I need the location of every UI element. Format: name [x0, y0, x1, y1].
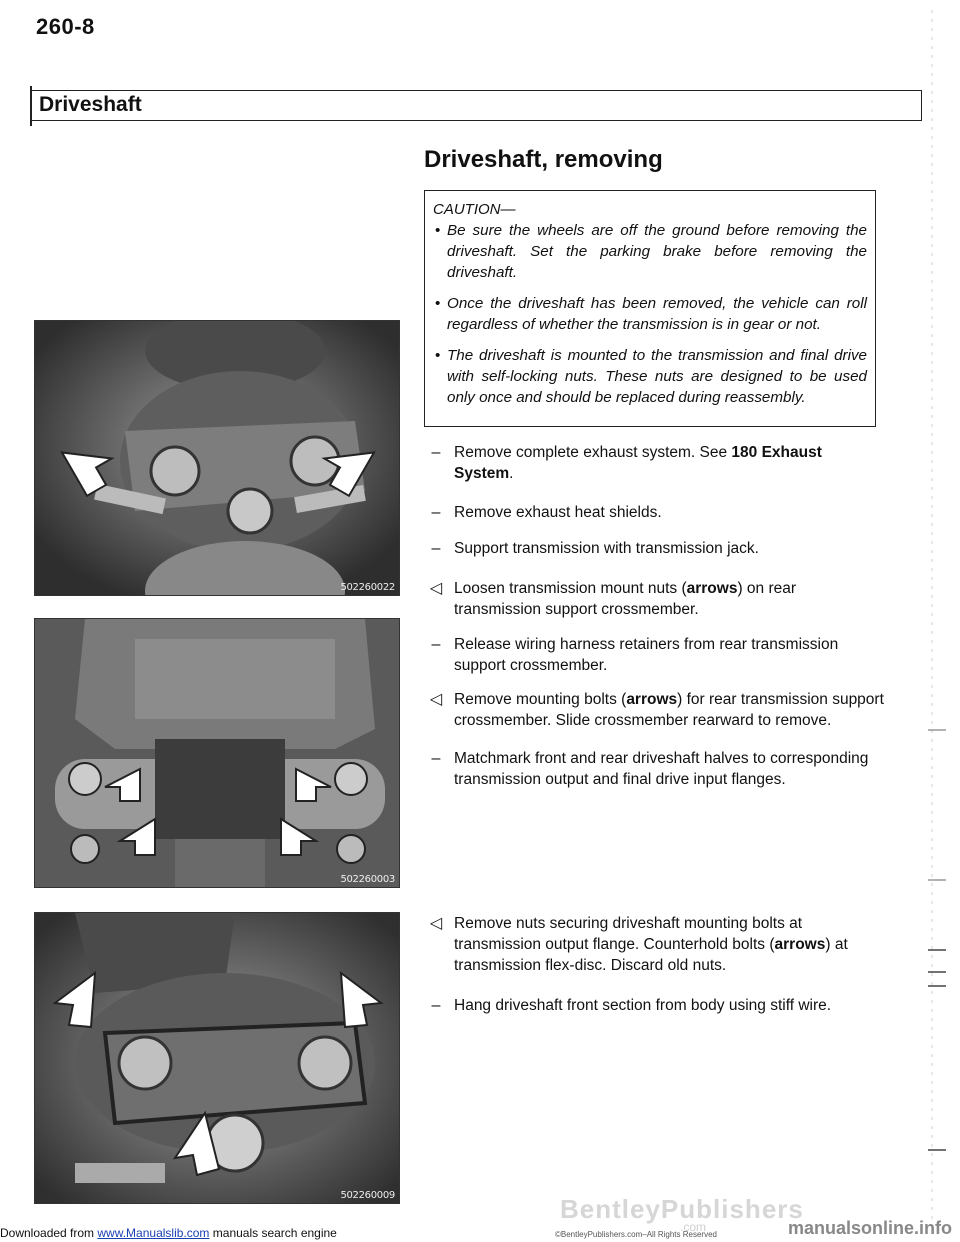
step-remove-heat-shields	[424, 502, 884, 523]
download-footer	[0, 1226, 337, 1240]
step-marker: –	[431, 444, 441, 461]
step-text: Support transmission with transmission jack.	[454, 540, 759, 557]
step-text: Remove exhaust heat shields.	[454, 504, 662, 521]
step-text-after: ) on rear transmission support crossmember.	[454, 580, 797, 618]
step-remove-flange-nuts	[424, 913, 884, 976]
footer-site-mark: manualsonline.info	[787, 1218, 952, 1238]
step-text-after: .	[509, 465, 514, 482]
footer-suffix: manuals search engine	[209, 1226, 337, 1240]
step-emphasis: arrows	[686, 580, 738, 597]
step-text: Matchmark front and rear driveshaft halves to corresponding transmission output and final drive input flanges.	[454, 750, 869, 788]
step-text-after: ) at transmission flex-disc. Discard old nuts.	[454, 936, 848, 974]
step-release-harness	[424, 634, 884, 676]
step-marker: –	[431, 636, 441, 653]
step-text: Remove complete exhaust system. See	[454, 444, 732, 461]
caution-box	[424, 190, 876, 427]
section-bar	[30, 90, 922, 121]
manualslib-link[interactable]: www.Manualslib.com	[97, 1226, 210, 1240]
step-text: Hang driveshaft front section from body using stiff wire.	[454, 997, 832, 1014]
step-remove-exhaust	[424, 442, 884, 484]
caution-item: • Be sure the wheels are off the ground before removing the driveshaft. Set the parking brake before removing the driveshaft.	[433, 220, 867, 283]
photo-flex-disc	[34, 912, 400, 1204]
step-text: Remove mounting bolts (	[454, 691, 627, 708]
step-text: Remove nuts securing driveshaft mounting bolts at transmission output flange. Counterhold bolts (	[454, 915, 803, 953]
caution-item: • Once the driveshaft has been removed, the vehicle can roll regardless of whether the transmission is in gear or not.	[433, 293, 867, 335]
step-marker: –	[431, 540, 441, 557]
pointer-arrow-icon: ◁	[429, 691, 443, 708]
step-emphasis: arrows	[626, 691, 678, 708]
step-matchmark	[424, 748, 884, 790]
photo-flex-disc-illustration	[35, 913, 400, 1204]
step-emphasis: arrows	[774, 936, 826, 953]
pointer-arrow-icon: ◁	[429, 580, 443, 597]
step-remove-mount-bolts	[424, 689, 884, 731]
photo-code: 502260009	[340, 1190, 395, 1201]
page-number: 260-8	[36, 14, 95, 39]
procedure-heading: Driveshaft, removing	[424, 146, 663, 173]
watermark-suffix: .com	[680, 1220, 707, 1234]
step-hang-driveshaft	[424, 995, 884, 1016]
photo-rear-crossmember	[34, 618, 400, 888]
caution-title: CAUTION—	[433, 201, 516, 218]
footer-prefix: Downloaded from	[0, 1226, 98, 1240]
step-text: Release wiring harness retainers from rear transmission support crossmember.	[454, 636, 839, 674]
caution-list	[433, 220, 867, 408]
step-text: Loosen transmission mount nuts (	[454, 580, 687, 597]
section-title: Driveshaft	[39, 93, 142, 116]
watermark-logo: BentleyPublishers	[560, 1194, 804, 1224]
step-loosen-mount-nuts	[424, 578, 884, 620]
step-crossref: 180 Exhaust System	[454, 444, 822, 482]
copyright-line: ©BentleyPublishers.com–All Rights Reserved	[555, 1230, 717, 1239]
photo-code: 502260022	[340, 582, 395, 593]
step-text-after: ) for rear transmission support crossmember. Slide crossmember rearward to remove.	[454, 691, 884, 729]
step-marker: –	[431, 504, 441, 521]
photo-rear-crossmember-illustration	[35, 619, 400, 888]
caution-item: • The driveshaft is mounted to the transmission and final drive with self-locking nuts. These nuts are designed to be used only once and should be replaced during reassembly.	[433, 345, 867, 408]
step-marker: –	[431, 997, 441, 1014]
step-marker: –	[431, 750, 441, 767]
photo-code: 502260003	[340, 874, 395, 885]
photo-transmission-mount	[34, 320, 400, 596]
margin-scan-marks	[920, 0, 960, 1242]
step-support-transmission	[424, 538, 884, 559]
photo-transmission-mount-illustration	[35, 321, 400, 596]
pointer-arrow-icon: ◁	[429, 915, 443, 932]
